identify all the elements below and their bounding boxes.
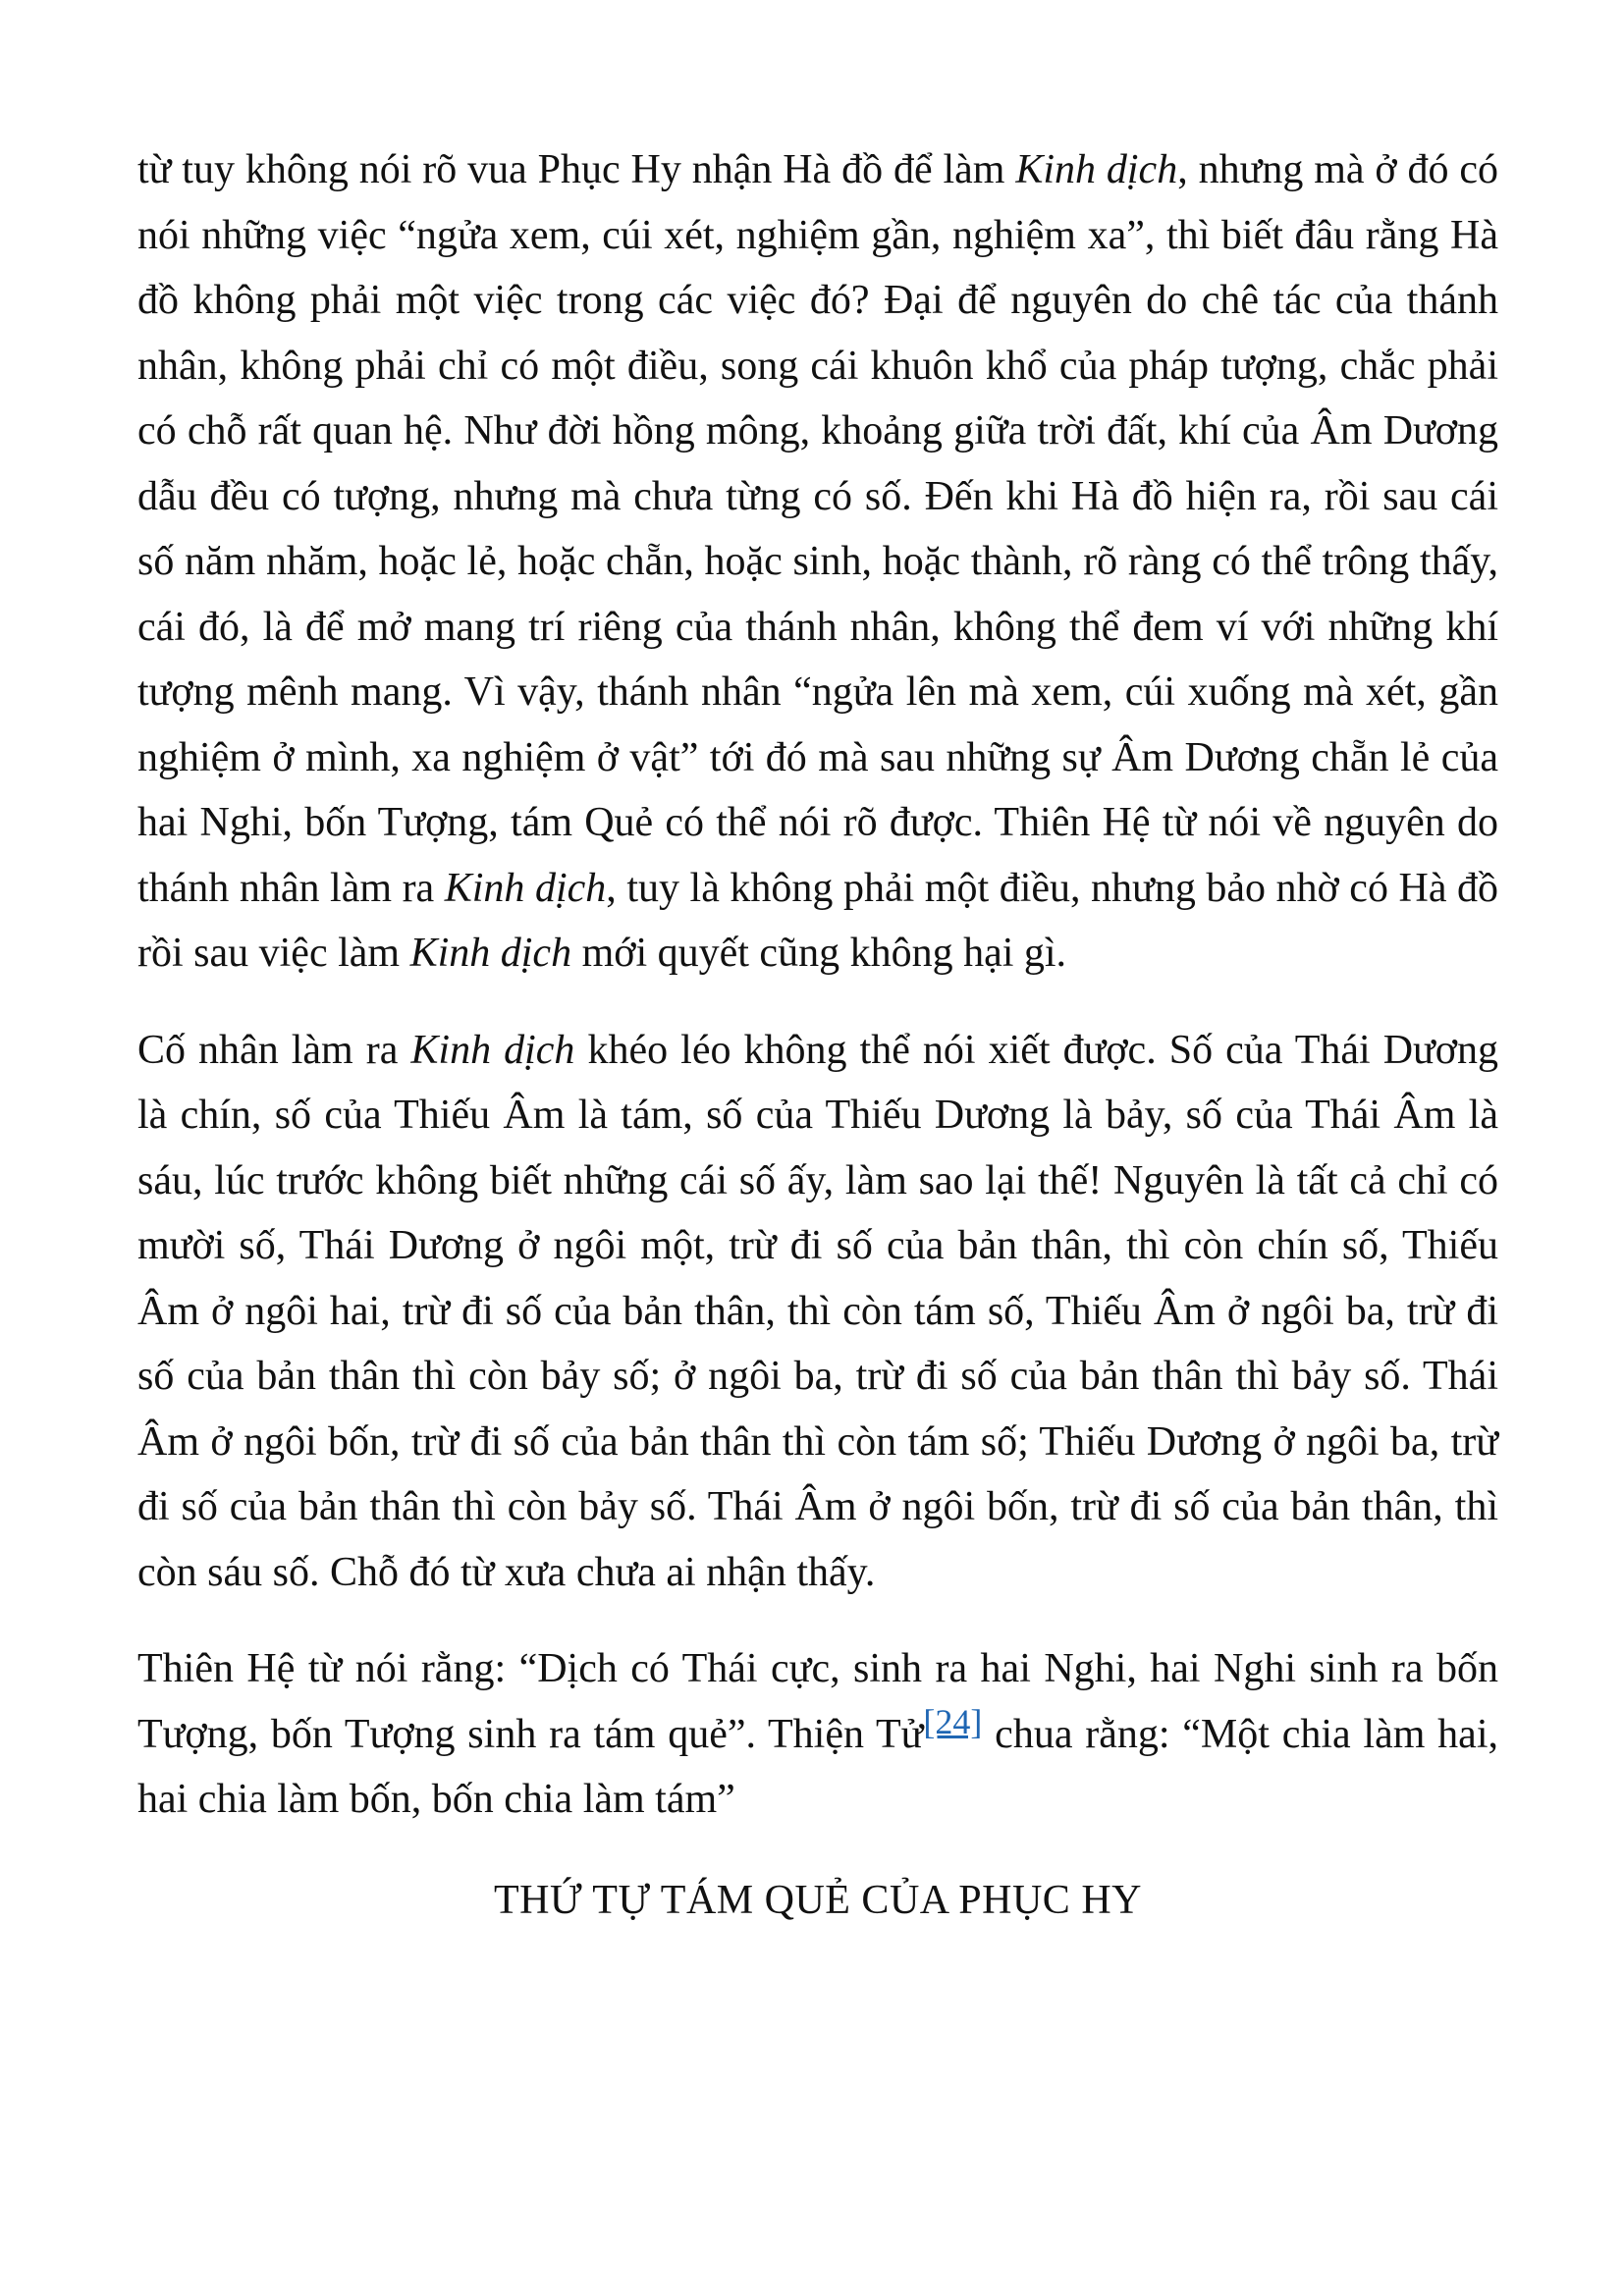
paragraph-2 [137,1018,1498,1606]
p1-seg-6: mới quyết cũng không hại gì. [571,931,1067,976]
p2-seg-2: khéo léo không thể nói xiết được. Số của Thái Dương là chín, số của Thiếu Âm là tám, số của Thiếu Dương là bảy, số của Thái Âm là sáu, lúc trước không biết những cái số ấy, làm sao lại thế! Nguyên là tất cả chỉ có mười số, Thái Dương ở ngôi một, trừ đi số của bản thân, thì còn chín số, Thiếu Âm ở ngôi hai, trừ đi số của bản thân, thì còn tám số, Thiếu Âm ở ngôi ba, trừ đi số của bản thân thì còn bảy số; ở ngôi ba, trừ đi số của bản thân thì bảy số. Thái Âm ở ngôi bốn, trừ đi số của bản thân thì còn tám số; Thiếu Dương ở ngôi ba, trừ đi số của bản thân thì còn bảy số. Thái Âm ở ngôi bốn, trừ đi số của bản thân, thì còn sáu số. Chỗ đó từ xưa chưa ai nhận thấy. [137,1027,1498,1595]
paragraph-3 [137,1636,1498,1833]
p1-seg-2: , nhưng mà ở đó có nói những việc “ngửa xem, cúi xét, nghiệm gần, nghiệm xa”, thì biết đâu rằng Hà đồ không phải một việc trong các việc đó? Đại để nguyên do chê tác của thánh nhân, không phải chỉ có một điều, song cái khuôn khổ của pháp tượng, chắc phải có chỗ rất quan hệ. Như đời hồng mông, khoảng giữa trời đất, khí của Âm Dương dẫu đều có tượng, nhưng mà chưa từng có số. Đến khi Hà đồ hiện ra, rồi sau cái số năm nhăm, hoặc lẻ, hoặc chẵn, hoặc sinh, hoặc thành, rõ ràng có thể trông thấy, cái đó, là để mở mang trí riêng của thánh nhân, không thể đem ví với những khí tượng mênh mang. Vì vậy, thánh nhân “ngửa lên mà xem, cúi xuống mà xét, gần nghiệm ở mình, xa nghiệm ở vật” tới đó mà sau những sự Âm Dương chẵn lẻ của hai Nghi, bốn Tượng, tám Quẻ có thể nói rõ được. Thiên Hệ từ nói về nguyên do thánh nhân làm ra [137,147,1498,911]
book-title-kinh-dich: Kinh dịch [1015,147,1178,192]
document-page [137,137,1498,1933]
p3-seg-2: chua rằng: “Một chia làm hai, hai chia làm bốn, bốn chia làm tám” [137,1711,1498,1822]
p1-seg-4: , tuy là không phải một điều, nhưng bảo nhờ có Hà đồ rồi sau việc làm [137,865,1499,976]
book-title-kinh-dich: Kinh dịch [409,931,572,976]
footnote-link-24[interactable]: [24] [923,1701,983,1741]
p3-seg-0: Thiên Hệ từ nói rằng: “Dịch có Thái cực, sinh ra hai Nghi, hai Nghi sinh ra bốn Tượng, bốn Tượng sinh ra tám quẻ”. Thiện Tử [137,1646,1498,1757]
paragraph-1 [137,137,1498,987]
p2-seg-0: Cố nhân làm ra [137,1027,411,1073]
book-title-kinh-dich: Kinh dịch [410,1027,575,1073]
section-heading: THỨ TỰ TÁM QUẺ CỦA PHỤC HY [493,1877,1142,1923]
book-title-kinh-dich: Kinh dịch [444,865,607,911]
p1-seg-0: từ tuy không nói rõ vua Phục Hy nhận Hà đồ để làm [137,147,1016,192]
